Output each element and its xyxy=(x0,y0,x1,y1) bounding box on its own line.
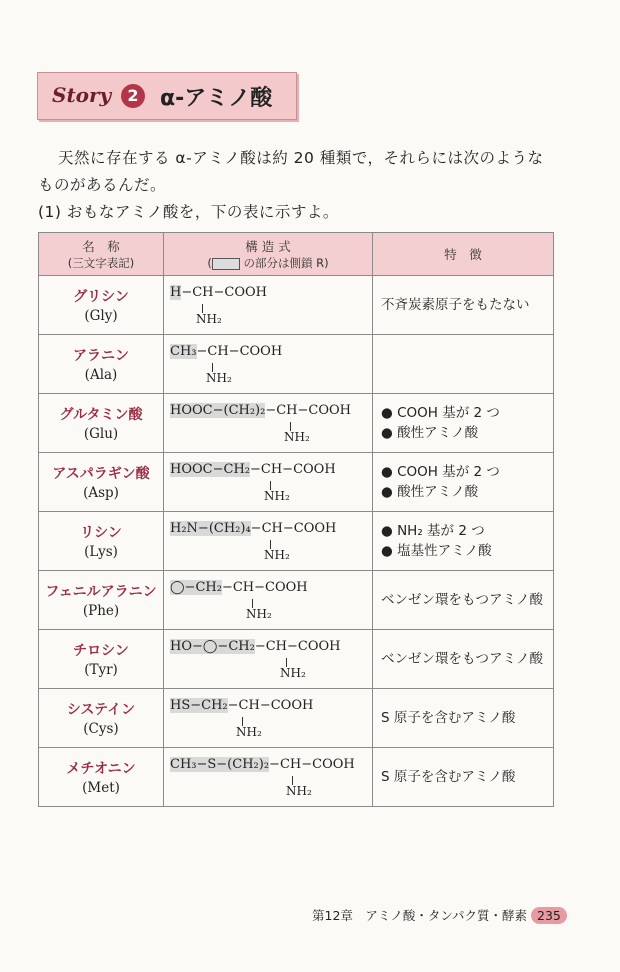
amino-group: NH₂ xyxy=(264,548,290,562)
table-header-row xyxy=(39,233,554,276)
amino-acid-name: グリシン xyxy=(73,289,129,305)
chapter-title: 第12章 アミノ酸・タンパク質・酵素 xyxy=(312,908,528,923)
feature-text: ベンゼン環をもつアミノ酸 xyxy=(381,592,543,608)
structural-formula-cell xyxy=(164,748,373,807)
amino-group: NH₂ xyxy=(264,489,290,503)
feature-text: 不斉炭素原子をもたない xyxy=(381,297,530,313)
amino-acid-abbr: (Met) xyxy=(82,780,120,796)
story-number-badge: 2 xyxy=(121,84,145,108)
backbone: −CH−COOH xyxy=(227,698,314,713)
story-banner xyxy=(37,72,297,120)
structural-formula-cell xyxy=(164,276,373,335)
amino-group: NH₂ xyxy=(246,607,272,621)
feature-cell xyxy=(373,453,554,512)
amino-acid-abbr: (Cys) xyxy=(83,721,119,737)
table-row xyxy=(39,335,554,394)
amino-acid-abbr: (Tyr) xyxy=(84,662,118,678)
amino-acid-name: フェニルアラニン xyxy=(45,584,157,600)
structural-formula-cell xyxy=(164,394,373,453)
amino-acid-name-cell xyxy=(39,512,164,571)
table-row xyxy=(39,453,554,512)
amino-group: NH₂ xyxy=(206,371,232,385)
amino-acid-name: アスパラギン酸 xyxy=(52,466,150,482)
table-row xyxy=(39,689,554,748)
page-number: 235 xyxy=(531,907,567,924)
table-row xyxy=(39,512,554,571)
amino-acid-name-cell xyxy=(39,453,164,512)
header-name: 名 称 (三文字表記) xyxy=(39,233,164,276)
page-footer xyxy=(312,906,567,924)
amino-acid-name: メチオニン xyxy=(66,761,136,777)
backbone: −CH−COOH xyxy=(196,344,283,359)
structural-formula-cell xyxy=(164,512,373,571)
structural-formula-cell xyxy=(164,571,373,630)
structural-formula-cell xyxy=(164,689,373,748)
feature-text: ● NH₂ 基が 2 つ xyxy=(381,523,485,539)
amino-acid-abbr: (Glu) xyxy=(83,426,119,442)
feature-cell xyxy=(373,394,554,453)
feature-text: ● 塩基性アミノ酸 xyxy=(381,543,492,559)
amino-acid-name: チロシン xyxy=(73,643,129,659)
amino-acid-name-cell xyxy=(39,335,164,394)
backbone: −CH−COOH xyxy=(254,639,341,654)
feature-text: ● COOH 基が 2 つ xyxy=(381,464,500,480)
feature-cell xyxy=(373,630,554,689)
intro-line-3: (1) おもなアミノ酸を，下の表に示すよ。 xyxy=(38,203,339,221)
backbone: −CH−COOH xyxy=(265,403,352,418)
side-chain: H xyxy=(170,285,182,300)
amino-acid-name: グルタミン酸 xyxy=(59,407,143,423)
feature-cell xyxy=(373,512,554,571)
amino-acid-abbr: (Ala) xyxy=(84,367,118,383)
feature-cell xyxy=(373,571,554,630)
feature-text: S 原子を含むアミノ酸 xyxy=(381,710,516,726)
backbone: −CH−COOH xyxy=(269,757,355,772)
intro-line-2: ものがあるんだ。 xyxy=(38,176,167,194)
structural-formula-cell xyxy=(164,630,373,689)
intro-line-1: 天然に存在する α-アミノ酸は約 20 種類で，それらには次のような xyxy=(58,149,544,167)
amino-acid-abbr: (Lys) xyxy=(84,544,118,560)
table-row xyxy=(39,748,554,807)
side-chain: H₂N−(CH₂)₄ xyxy=(170,521,251,536)
amino-acid-name-cell xyxy=(39,394,164,453)
page-title: α-アミノ酸 xyxy=(160,86,273,111)
story-label: Story xyxy=(52,83,112,107)
amino-acid-name-cell xyxy=(39,276,164,335)
feature-cell xyxy=(373,335,554,394)
header-structure: 構 造 式 ( の部分は側鎖 R) xyxy=(164,233,373,276)
feature-text: ベンゼン環をもつアミノ酸 xyxy=(381,651,543,667)
backbone: −CH−COOH xyxy=(250,462,336,477)
amino-group: NH₂ xyxy=(236,725,262,739)
table-row xyxy=(39,571,554,630)
feature-cell xyxy=(373,748,554,807)
amino-acid-name-cell xyxy=(39,630,164,689)
amino-acid-name: アラニン xyxy=(73,348,129,364)
amino-acid-abbr: (Gly) xyxy=(84,308,118,324)
feature-cell xyxy=(373,689,554,748)
structural-formula-cell xyxy=(164,453,373,512)
amino-acid-table xyxy=(38,232,554,807)
amino-group: NH₂ xyxy=(286,784,312,798)
header-feature: 特 徴 xyxy=(373,233,554,276)
side-chain: CH₃ xyxy=(170,344,197,359)
feature-text: S 原子を含むアミノ酸 xyxy=(381,769,516,785)
backbone: −CH−COOH xyxy=(181,285,268,300)
side-chain: CH₃−S−(CH₂)₂ xyxy=(170,757,270,772)
amino-group: NH₂ xyxy=(284,430,310,444)
table-row xyxy=(39,276,554,335)
backbone: −CH−COOH xyxy=(250,521,337,536)
side-chain: HOOC−CH₂ xyxy=(170,462,250,477)
amino-acid-name: システイン xyxy=(66,702,136,718)
table-row xyxy=(39,394,554,453)
side-chain: HOOC−(CH₂)₂ xyxy=(170,403,266,418)
amino-acid-name: リシン xyxy=(80,525,122,541)
backbone: −CH−COOH xyxy=(221,580,308,595)
amino-group: NH₂ xyxy=(280,666,306,680)
table-row xyxy=(39,630,554,689)
structural-formula-cell xyxy=(164,335,373,394)
side-chain: ◯−CH₂ xyxy=(170,580,222,595)
amino-acid-abbr: (Asp) xyxy=(83,485,119,501)
feature-text: ● 酸性アミノ酸 xyxy=(381,425,479,441)
amino-acid-name-cell xyxy=(39,571,164,630)
side-chain: HS−CH₂ xyxy=(170,698,228,713)
feature-text: ● COOH 基が 2 つ xyxy=(381,405,500,421)
amino-group: NH₂ xyxy=(196,312,222,326)
amino-acid-name-cell xyxy=(39,748,164,807)
side-chain: HO−◯−CH₂ xyxy=(170,639,255,654)
feature-text: ● 酸性アミノ酸 xyxy=(381,484,479,500)
amino-acid-name-cell xyxy=(39,689,164,748)
feature-cell xyxy=(373,276,554,335)
amino-acid-abbr: (Phe) xyxy=(82,603,120,619)
